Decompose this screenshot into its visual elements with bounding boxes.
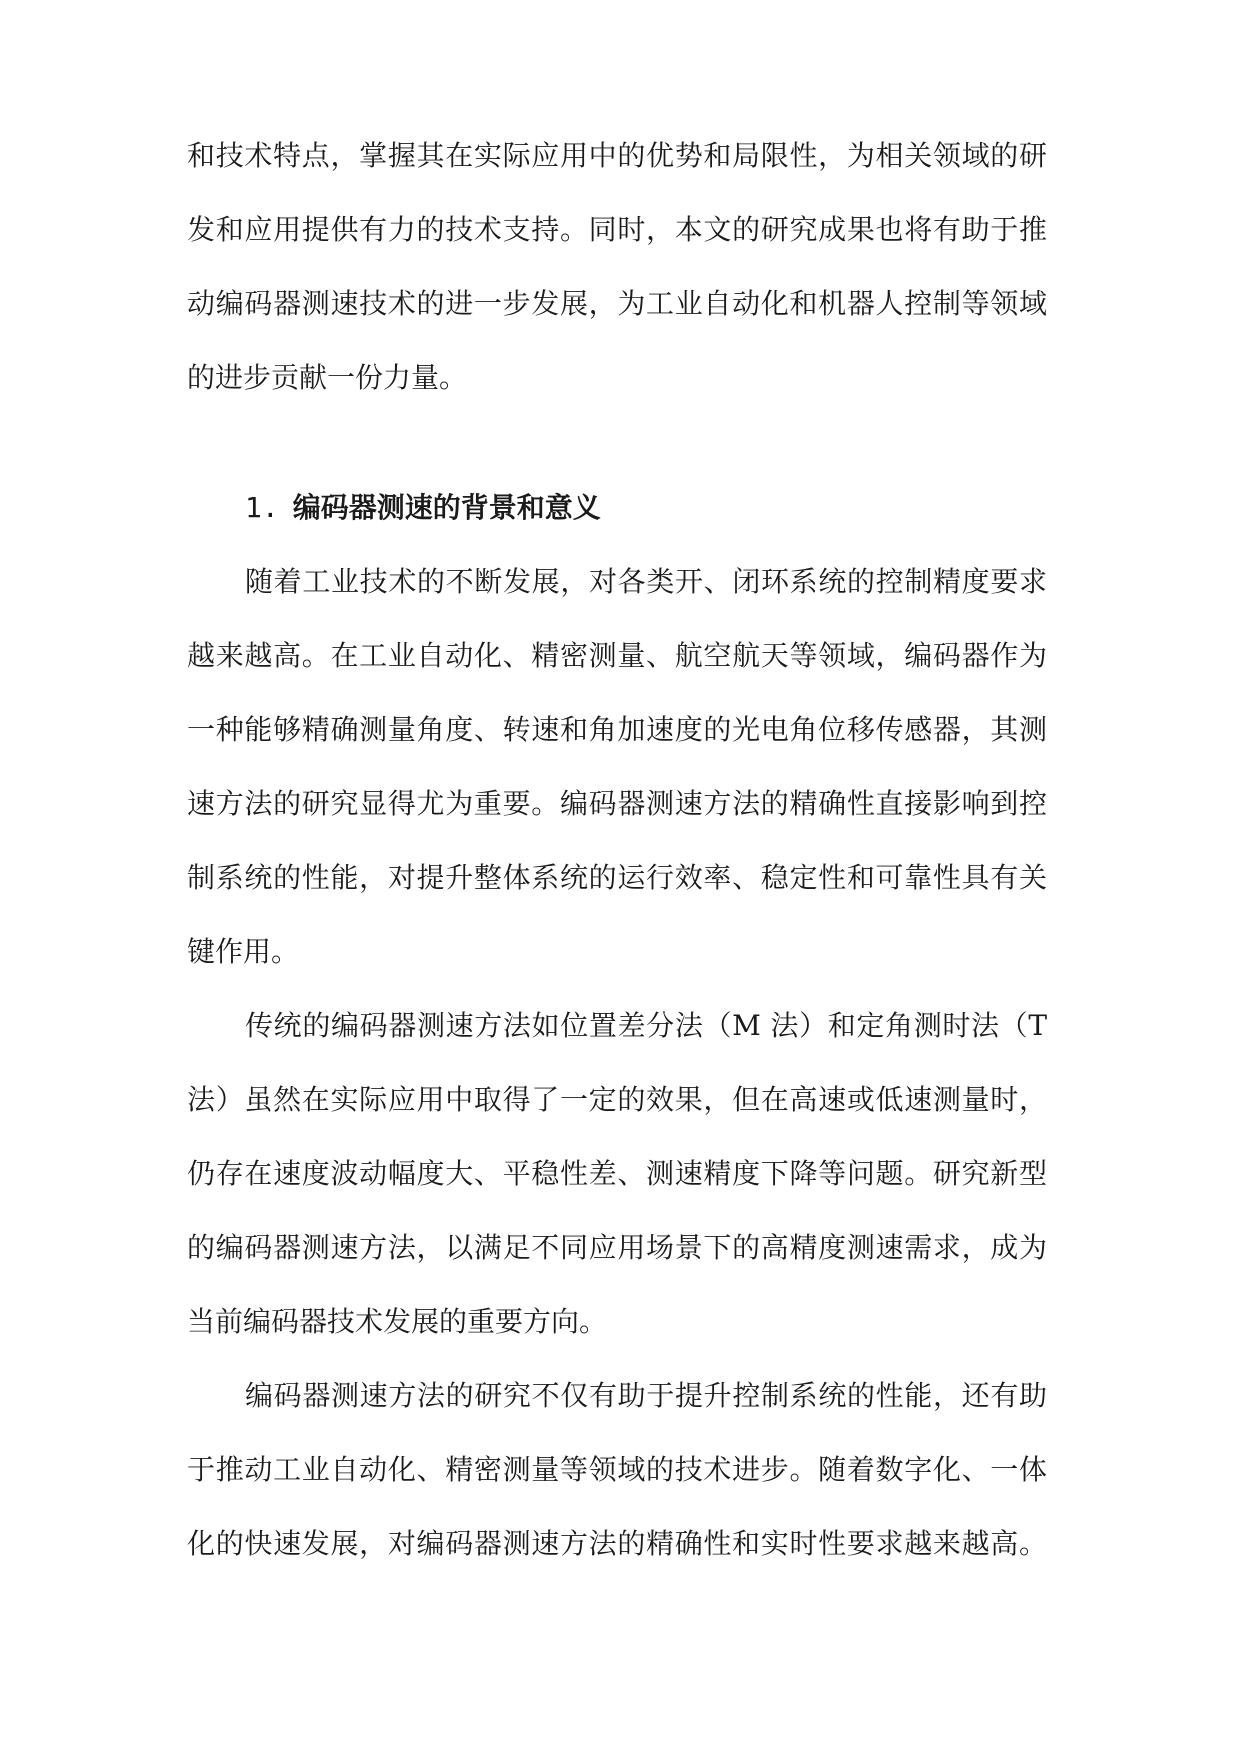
paragraph3-line-1: 编码器测速方法的研究不仅有助于提升控制系统的性能，还有助 — [245, 1379, 1047, 1412]
intro-line-3: 动编码器测速技术的进一步发展，为工业自动化和机器人控制等领域 — [187, 287, 1047, 320]
paragraph3-line-2: 于推动工业自动化、精密测量等领域的技术进步。随着数字化、一体 — [187, 1453, 1047, 1486]
paragraph2-line-4: 的编码器测速方法，以满足不同应用场景下的高精度测速需求，成为 — [187, 1231, 1047, 1264]
paragraph1-line-4: 速方法的研究显得尤为重要。编码器测速方法的精确性直接影响到控 — [187, 787, 1047, 820]
paragraph1-line-6: 键作用。 — [187, 935, 300, 968]
intro-line-4: 的进步贡献一份力量。 — [187, 361, 468, 394]
paragraph2-line-3: 仍存在速度波动幅度大、平稳性差、测速精度下降等问题。研究新型 — [187, 1157, 1047, 1190]
paragraph2-line-2: 法）虽然在实际应用中取得了一定的效果，但在高速或低速测量时， — [187, 1083, 1047, 1116]
section-number: 1. — [245, 491, 279, 524]
paragraph2-line-5: 当前编码器技术发展的重要方向。 — [187, 1305, 608, 1338]
paragraph2-line-1: 传统的编码器测速方法如位置差分法（M 法）和定角测时法（T — [245, 1009, 1047, 1042]
paragraph1-line-3: 一种能够精确测量角度、转速和角加速度的光电角位移传感器，其测 — [187, 713, 1047, 746]
paragraph1-line-5: 制系统的性能，对提升整体系统的运行效率、稳定性和可靠性具有关 — [187, 861, 1047, 894]
intro-line-1: 和技术特点，掌握其在实际应用中的优势和局限性，为相关领域的研 — [187, 139, 1047, 172]
section-title: 编码器测速的背景和意义 — [292, 491, 601, 524]
intro-line-2: 发和应用提供有力的技术支持。同时，本文的研究成果也将有助于推 — [187, 213, 1047, 246]
paragraph1-line-1: 随着工业技术的不断发展，对各类开、闭环系统的控制精度要求 — [245, 565, 1047, 598]
paragraph3-line-3: 化的快速发展，对编码器测速方法的精确性和实时性要求越来越高。 — [187, 1527, 1047, 1560]
section-heading — [245, 488, 601, 528]
paragraph1-line-2: 越来越高。在工业自动化、精密测量、航空航天等领域，编码器作为 — [187, 639, 1047, 672]
